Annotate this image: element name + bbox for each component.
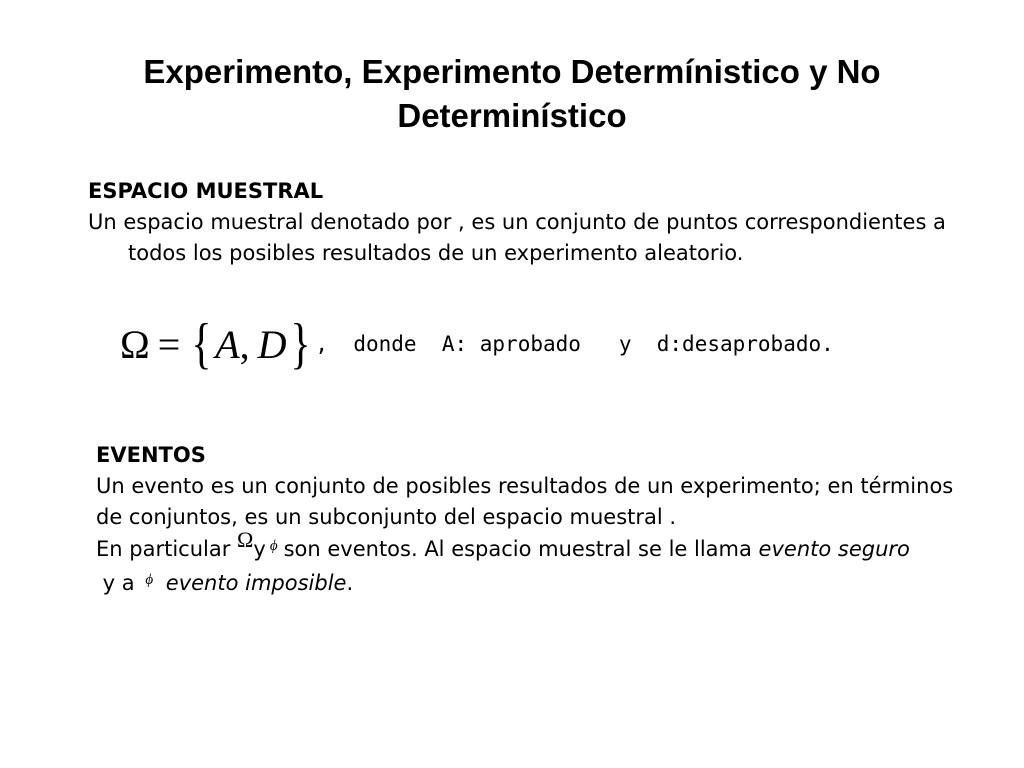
element-d: D (257, 321, 287, 367)
evento-imposible-text: evento imposible (165, 571, 347, 595)
slide-title: Experimento, Experimento Determínistico y No Determinístico (143, 53, 881, 134)
element-a: A (215, 321, 240, 367)
phi-inline-symbol-2: ϕ (145, 572, 154, 588)
close-brace: } (289, 313, 311, 375)
particular-y: y (253, 537, 266, 561)
evento-seguro-text: evento seguro (758, 537, 910, 561)
espacio-muestral-heading: ESPACIO MUESTRAL (88, 179, 324, 203)
phi-inline-symbol: ϕ (269, 538, 278, 554)
eventos-particular (96, 527, 956, 602)
equals-sign: = (157, 321, 181, 367)
omega-symbol: Ω (120, 321, 150, 367)
formula-caption: , donde A: aprobado y d:desaprobado. (315, 332, 834, 356)
omega-inline-symbol: Ω (237, 527, 254, 552)
open-brace: { (191, 313, 212, 375)
particular-y-a: y a (96, 571, 142, 595)
eventos-section (96, 440, 956, 602)
sample-space-formula-line (120, 312, 834, 376)
espacio-muestral-section (88, 176, 948, 269)
eventos-heading: EVENTOS (96, 443, 206, 467)
particular-end: . (346, 571, 354, 595)
sample-space-formula (120, 313, 313, 375)
eventos-definition: Un evento es un conjunto de posibles resultados de un experimento; en términos de conjuntos, es un subconjunto del espacio muestral . (96, 474, 954, 529)
formula-comma: , (239, 321, 250, 367)
particular-prefix: En particular (96, 537, 238, 561)
espacio-muestral-definition: Un espacio muestral denotado por , es un conjunto de puntos correspondientes a todos los posibles resultados de un experimento aleatorio. (88, 210, 946, 265)
particular-mid: son eventos. Al espacio muestral se le llama (283, 537, 752, 561)
